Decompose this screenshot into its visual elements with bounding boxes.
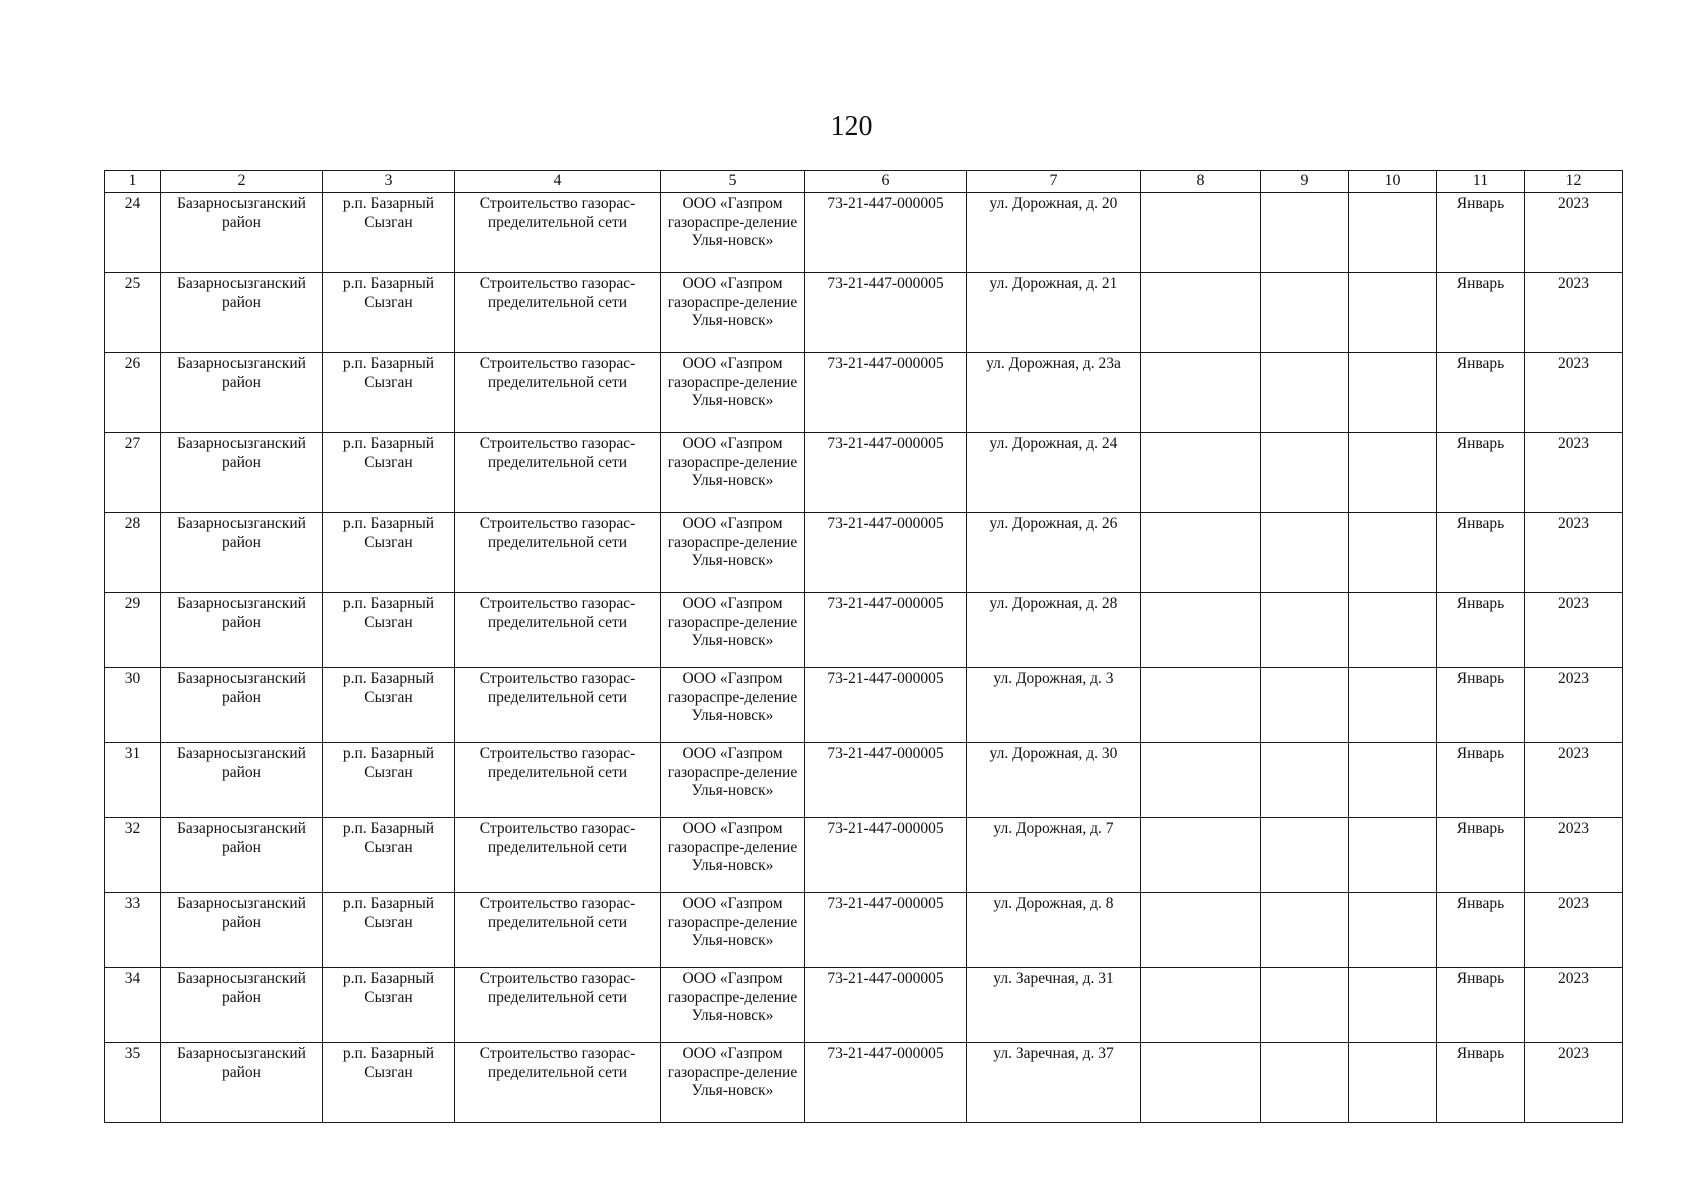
operator-cell: ООО «Газпром газораспре-деление Улья-новск»	[661, 513, 805, 593]
settlement-cell: р.п. Базарный Сызган	[323, 593, 455, 668]
work-type-cell: Строительство газорас-пределительной сети	[455, 668, 661, 743]
cell-10-cell	[1349, 893, 1437, 968]
work-type-cell: Строительство газорас-пределительной сети	[455, 273, 661, 353]
address-cell: ул. Дорожная, д. 28	[967, 593, 1141, 668]
cell-9-cell	[1261, 273, 1349, 353]
work-type-cell: Строительство газорас-пределительной сети	[455, 818, 661, 893]
cell-8-cell	[1141, 743, 1261, 818]
cell-10-cell	[1349, 593, 1437, 668]
column-header-1: 1	[105, 171, 161, 193]
year-cell: 2023	[1525, 353, 1623, 433]
month-cell: Январь	[1437, 193, 1525, 273]
table-row	[105, 743, 1623, 818]
settlement-cell: р.п. Базарный Сызган	[323, 273, 455, 353]
address-cell: ул. Дорожная, д. 3	[967, 668, 1141, 743]
table-row	[105, 193, 1623, 273]
month-cell: Январь	[1437, 433, 1525, 513]
operator-cell: ООО «Газпром газораспре-деление Улья-новск»	[661, 273, 805, 353]
table-body	[105, 193, 1623, 1123]
month-cell: Январь	[1437, 353, 1525, 433]
address-cell: ул. Дорожная, д. 30	[967, 743, 1141, 818]
column-header-8: 8	[1141, 171, 1261, 193]
cell-10-cell	[1349, 273, 1437, 353]
network-id-cell: 73-21-447-000005	[805, 668, 967, 743]
work-type-cell: Строительство газорас-пределительной сети	[455, 193, 661, 273]
month-cell: Январь	[1437, 273, 1525, 353]
month-cell: Январь	[1437, 1043, 1525, 1123]
year-cell: 2023	[1525, 818, 1623, 893]
cell-9-cell	[1261, 668, 1349, 743]
column-header-6: 6	[805, 171, 967, 193]
row-number-cell: 33	[105, 893, 161, 968]
row-number-cell: 30	[105, 668, 161, 743]
cell-8-cell	[1141, 273, 1261, 353]
work-type-cell: Строительство газорас-пределительной сети	[455, 513, 661, 593]
district-cell: Базарносызганский район	[161, 893, 323, 968]
column-header-7: 7	[967, 171, 1141, 193]
cell-8-cell	[1141, 433, 1261, 513]
year-cell: 2023	[1525, 513, 1623, 593]
operator-cell: ООО «Газпром газораспре-деление Улья-новск»	[661, 1043, 805, 1123]
cell-8-cell	[1141, 193, 1261, 273]
operator-cell: ООО «Газпром газораспре-деление Улья-новск»	[661, 968, 805, 1043]
address-cell: ул. Дорожная, д. 26	[967, 513, 1141, 593]
year-cell: 2023	[1525, 273, 1623, 353]
cell-10-cell	[1349, 818, 1437, 893]
cell-9-cell	[1261, 743, 1349, 818]
network-id-cell: 73-21-447-000005	[805, 1043, 967, 1123]
operator-cell: ООО «Газпром газораспре-деление Улья-новск»	[661, 353, 805, 433]
address-cell: ул. Дорожная, д. 7	[967, 818, 1141, 893]
year-cell: 2023	[1525, 193, 1623, 273]
row-number-cell: 34	[105, 968, 161, 1043]
work-type-cell: Строительство газорас-пределительной сети	[455, 1043, 661, 1123]
network-id-cell: 73-21-447-000005	[805, 893, 967, 968]
row-number-cell: 28	[105, 513, 161, 593]
column-header-3: 3	[323, 171, 455, 193]
cell-8-cell	[1141, 353, 1261, 433]
year-cell: 2023	[1525, 1043, 1623, 1123]
column-header-11: 11	[1437, 171, 1525, 193]
address-cell: ул. Дорожная, д. 23а	[967, 353, 1141, 433]
cell-8-cell	[1141, 968, 1261, 1043]
network-id-cell: 73-21-447-000005	[805, 593, 967, 668]
table-row	[105, 353, 1623, 433]
district-cell: Базарносызганский район	[161, 513, 323, 593]
network-id-cell: 73-21-447-000005	[805, 513, 967, 593]
row-number-cell: 35	[105, 1043, 161, 1123]
cell-10-cell	[1349, 513, 1437, 593]
table-row	[105, 593, 1623, 668]
work-type-cell: Строительство газорас-пределительной сети	[455, 353, 661, 433]
district-cell: Базарносызганский район	[161, 433, 323, 513]
cell-9-cell	[1261, 818, 1349, 893]
network-id-cell: 73-21-447-000005	[805, 273, 967, 353]
district-cell: Базарносызганский район	[161, 273, 323, 353]
cell-10-cell	[1349, 353, 1437, 433]
district-cell: Базарносызганский район	[161, 668, 323, 743]
address-cell: ул. Заречная, д. 37	[967, 1043, 1141, 1123]
year-cell: 2023	[1525, 893, 1623, 968]
month-cell: Январь	[1437, 668, 1525, 743]
district-cell: Базарносызганский район	[161, 743, 323, 818]
address-cell: ул. Дорожная, д. 20	[967, 193, 1141, 273]
year-cell: 2023	[1525, 433, 1623, 513]
table-row	[105, 513, 1623, 593]
cell-10-cell	[1349, 668, 1437, 743]
row-number-cell: 31	[105, 743, 161, 818]
settlement-cell: р.п. Базарный Сызган	[323, 818, 455, 893]
table-row	[105, 818, 1623, 893]
district-cell: Базарносызганский район	[161, 193, 323, 273]
month-cell: Январь	[1437, 593, 1525, 668]
row-number-cell: 27	[105, 433, 161, 513]
operator-cell: ООО «Газпром газораспре-деление Улья-новск»	[661, 893, 805, 968]
district-cell: Базарносызганский район	[161, 353, 323, 433]
year-cell: 2023	[1525, 968, 1623, 1043]
column-header-9: 9	[1261, 171, 1349, 193]
cell-9-cell	[1261, 1043, 1349, 1123]
cell-9-cell	[1261, 433, 1349, 513]
cell-9-cell	[1261, 193, 1349, 273]
cell-8-cell	[1141, 593, 1261, 668]
cell-9-cell	[1261, 593, 1349, 668]
work-type-cell: Строительство газорас-пределительной сети	[455, 593, 661, 668]
registry-table	[104, 170, 1623, 1123]
district-cell: Базарносызганский район	[161, 818, 323, 893]
row-number-cell: 32	[105, 818, 161, 893]
address-cell: ул. Дорожная, д. 8	[967, 893, 1141, 968]
cell-10-cell	[1349, 968, 1437, 1043]
settlement-cell: р.п. Базарный Сызган	[323, 513, 455, 593]
network-id-cell: 73-21-447-000005	[805, 353, 967, 433]
row-number-cell: 26	[105, 353, 161, 433]
cell-8-cell	[1141, 893, 1261, 968]
network-id-cell: 73-21-447-000005	[805, 968, 967, 1043]
address-cell: ул. Дорожная, д. 24	[967, 433, 1141, 513]
cell-9-cell	[1261, 968, 1349, 1043]
table-row	[105, 1043, 1623, 1123]
table-row	[105, 968, 1623, 1043]
row-number-cell: 29	[105, 593, 161, 668]
cell-9-cell	[1261, 353, 1349, 433]
settlement-cell: р.п. Базарный Сызган	[323, 1043, 455, 1123]
address-cell: ул. Заречная, д. 31	[967, 968, 1141, 1043]
month-cell: Январь	[1437, 818, 1525, 893]
row-number-cell: 24	[105, 193, 161, 273]
operator-cell: ООО «Газпром газораспре-деление Улья-новск»	[661, 433, 805, 513]
cell-8-cell	[1141, 668, 1261, 743]
cell-8-cell	[1141, 818, 1261, 893]
settlement-cell: р.п. Базарный Сызган	[323, 433, 455, 513]
settlement-cell: р.п. Базарный Сызган	[323, 353, 455, 433]
settlement-cell: р.п. Базарный Сызган	[323, 968, 455, 1043]
cell-9-cell	[1261, 513, 1349, 593]
month-cell: Январь	[1437, 968, 1525, 1043]
table-row	[105, 893, 1623, 968]
operator-cell: ООО «Газпром газораспре-деление Улья-новск»	[661, 193, 805, 273]
work-type-cell: Строительство газорас-пределительной сети	[455, 968, 661, 1043]
network-id-cell: 73-21-447-000005	[805, 193, 967, 273]
operator-cell: ООО «Газпром газораспре-деление Улья-новск»	[661, 818, 805, 893]
network-id-cell: 73-21-447-000005	[805, 743, 967, 818]
work-type-cell: Строительство газорас-пределительной сети	[455, 893, 661, 968]
settlement-cell: р.п. Базарный Сызган	[323, 743, 455, 818]
operator-cell: ООО «Газпром газораспре-деление Улья-новск»	[661, 743, 805, 818]
cell-10-cell	[1349, 193, 1437, 273]
month-cell: Январь	[1437, 893, 1525, 968]
cell-8-cell	[1141, 513, 1261, 593]
district-cell: Базарносызганский район	[161, 1043, 323, 1123]
cell-8-cell	[1141, 1043, 1261, 1123]
cell-9-cell	[1261, 893, 1349, 968]
work-type-cell: Строительство газорас-пределительной сети	[455, 433, 661, 513]
district-cell: Базарносызганский район	[161, 968, 323, 1043]
column-header-4: 4	[455, 171, 661, 193]
cell-10-cell	[1349, 743, 1437, 818]
settlement-cell: р.п. Базарный Сызган	[323, 893, 455, 968]
row-number-cell: 25	[105, 273, 161, 353]
district-cell: Базарносызганский район	[161, 593, 323, 668]
year-cell: 2023	[1525, 743, 1623, 818]
work-type-cell: Строительство газорас-пределительной сети	[455, 743, 661, 818]
settlement-cell: р.п. Базарный Сызган	[323, 668, 455, 743]
table-row	[105, 668, 1623, 743]
operator-cell: ООО «Газпром газораспре-деление Улья-новск»	[661, 668, 805, 743]
table-row	[105, 433, 1623, 513]
column-number-row	[105, 171, 1623, 193]
column-header-12: 12	[1525, 171, 1623, 193]
year-cell: 2023	[1525, 593, 1623, 668]
column-header-5: 5	[661, 171, 805, 193]
settlement-cell: р.п. Базарный Сызган	[323, 193, 455, 273]
operator-cell: ООО «Газпром газораспре-деление Улья-новск»	[661, 593, 805, 668]
address-cell: ул. Дорожная, д. 21	[967, 273, 1141, 353]
table-row	[105, 273, 1623, 353]
column-header-10: 10	[1349, 171, 1437, 193]
year-cell: 2023	[1525, 668, 1623, 743]
network-id-cell: 73-21-447-000005	[805, 433, 967, 513]
column-header-2: 2	[161, 171, 323, 193]
network-id-cell: 73-21-447-000005	[805, 818, 967, 893]
month-cell: Январь	[1437, 743, 1525, 818]
page-number: 120	[830, 111, 873, 142]
cell-10-cell	[1349, 1043, 1437, 1123]
month-cell: Январь	[1437, 513, 1525, 593]
cell-10-cell	[1349, 433, 1437, 513]
